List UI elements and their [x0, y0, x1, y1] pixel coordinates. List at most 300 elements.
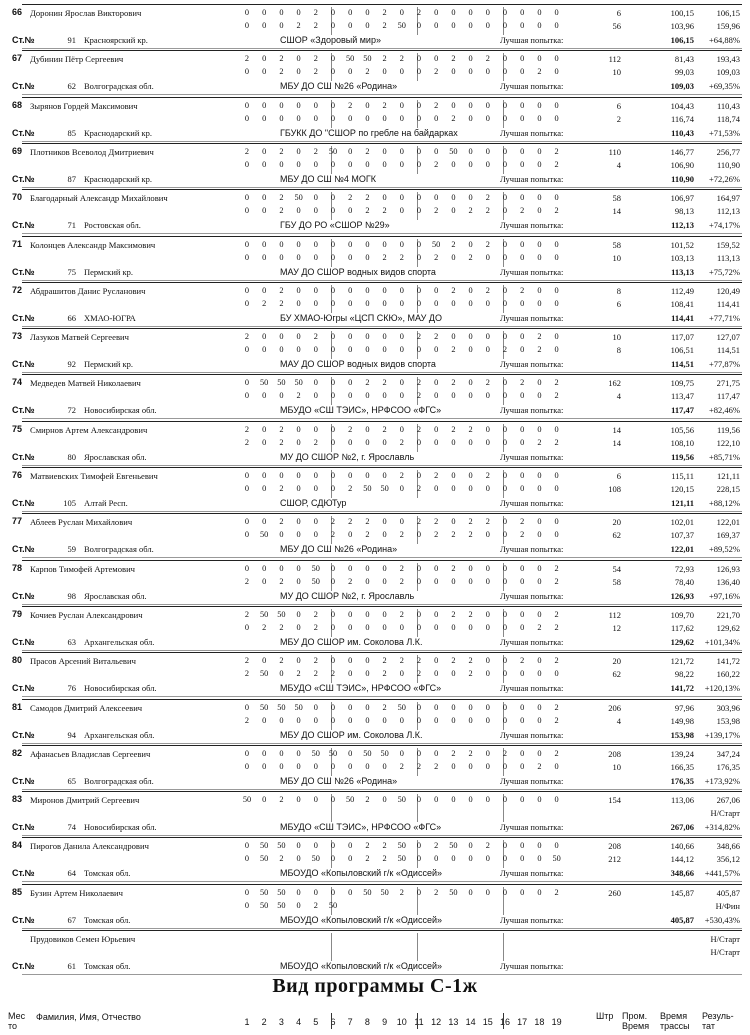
gate-penalty: 0 — [296, 761, 301, 771]
gate-penalty: 2 — [416, 669, 422, 679]
gate-penalty: 0 — [262, 563, 267, 573]
gate-penalty: 0 — [485, 113, 490, 123]
header-gate-number: 16 — [499, 1017, 510, 1027]
gate-penalty: 0 — [537, 669, 542, 679]
gate-penalty: 2 — [244, 609, 250, 619]
gate-penalty: 2 — [382, 424, 387, 434]
result-row — [0, 97, 750, 144]
start-number-label: Ст.№ — [12, 451, 35, 462]
gate-penalty: 0 — [244, 206, 250, 216]
gate-penalty: 0 — [520, 702, 525, 712]
row-footer-line — [22, 187, 742, 188]
gate-penalty: 0 — [244, 854, 250, 864]
row-separator — [22, 699, 742, 700]
course-time-run2: 98,13 — [674, 206, 694, 217]
gate-penalty: 0 — [416, 146, 422, 156]
gate-penalty: 0 — [434, 391, 439, 401]
gate-penalty: 0 — [399, 206, 404, 216]
result-run2: 114,41 — [716, 298, 740, 309]
gate-penalty: 0 — [502, 298, 508, 308]
header-gate-number: 3 — [278, 1017, 284, 1027]
gate-penalty: 0 — [520, 239, 525, 249]
course-time-run2: 107,37 — [670, 530, 694, 541]
gate-penalty: 0 — [468, 622, 473, 632]
percent-behind: +74,17% — [709, 220, 740, 231]
gate-penalty: 2 — [399, 530, 404, 540]
gate-penalty: 0 — [330, 471, 336, 480]
gate-penalty: 2 — [313, 8, 318, 17]
penalty-sum-run1: 58 — [612, 239, 621, 250]
gate-penalty: 0 — [382, 285, 387, 295]
gate-penalty: 0 — [451, 100, 456, 110]
gate-penalty: 0 — [296, 484, 301, 493]
start-number: 92 — [67, 359, 76, 370]
best-attempt-label: Лучшая попытка: — [500, 914, 564, 925]
gate-penalty: 0 — [537, 8, 542, 17]
gate-penalty: 0 — [485, 563, 490, 573]
gate-penalty: 0 — [279, 391, 284, 401]
result-run1: 159,52 — [716, 239, 740, 250]
gate-penalty: 2 — [468, 656, 473, 666]
best-attempt-value: 405,87 — [670, 914, 694, 925]
best-attempt-label: Лучшая попытка: — [500, 451, 564, 462]
gate-penalty: 50 — [363, 748, 372, 758]
gate-penalty: 2 — [399, 437, 404, 447]
gate-penalty: 0 — [296, 887, 301, 897]
gate-penalty: 0 — [313, 298, 318, 308]
course-time-run2: 144,12 — [670, 854, 694, 865]
gate-penalty: 0 — [296, 609, 301, 619]
result-run2: 160,22 — [716, 669, 740, 680]
gate-penalty: 0 — [313, 471, 318, 480]
gate-penalty: 0 — [537, 21, 542, 30]
start-number: 94 — [67, 729, 76, 740]
athlete-name: Матвиевских Тимофей Евгеньевич — [30, 471, 158, 481]
gate-penalty: 50 — [277, 887, 286, 897]
result-run1: 126,93 — [716, 563, 740, 574]
row-separator — [22, 467, 742, 468]
gate-penalty: 2 — [330, 669, 336, 679]
gate-penalty: 0 — [348, 669, 353, 679]
athlete-place: 81 — [12, 701, 23, 712]
gate-penalty: 0 — [537, 239, 542, 249]
result-row — [0, 930, 750, 977]
gate-penalty: 0 — [399, 424, 404, 434]
gate-penalty: 0 — [451, 761, 456, 771]
start-number-label: Ст.№ — [12, 775, 35, 786]
best-attempt-label: Лучшая попытка: — [500, 498, 564, 508]
gate-penalty: 0 — [262, 193, 267, 203]
gate-penalty: 0 — [262, 54, 267, 64]
gate-penalty: 0 — [399, 378, 404, 388]
result-run1: 303,96 — [716, 702, 740, 713]
row-footer-line — [22, 743, 742, 744]
gate-penalty: 50 — [260, 854, 269, 864]
gate-penalty: 0 — [348, 206, 353, 216]
gate-penalty: 50 — [449, 146, 458, 156]
result-row — [0, 884, 750, 931]
gate-penalty: 2 — [554, 576, 559, 586]
course-time-run2: 149,98 — [670, 715, 694, 726]
gate-penalty: 0 — [485, 576, 490, 586]
gate-penalty: 0 — [416, 206, 422, 216]
gate-penalty: 0 — [416, 795, 422, 805]
result-run1: 127,07 — [716, 332, 740, 343]
result-run1: 106,15 — [716, 8, 740, 18]
gate-penalty: 0 — [485, 669, 490, 679]
gate-penalty: 0 — [537, 517, 542, 527]
gate-penalty: 0 — [520, 471, 525, 480]
gate-penalty: 0 — [520, 887, 525, 897]
gate-penalty: 0 — [451, 622, 456, 632]
gate-penalty: 0 — [468, 854, 473, 864]
athlete-place: 68 — [12, 99, 23, 110]
result-row — [0, 513, 750, 560]
gate-penalty: 0 — [296, 206, 301, 216]
gate-penalty: 0 — [554, 285, 559, 295]
start-number-label: Ст.№ — [12, 544, 35, 555]
penalty-sum-run2: 212 — [608, 854, 621, 865]
start-number-label: Ст.№ — [12, 127, 35, 138]
gate-penalty: 0 — [365, 113, 370, 123]
best-attempt-value: 106,15 — [670, 35, 694, 45]
gate-penalty: 0 — [262, 391, 267, 401]
row-separator — [22, 282, 742, 283]
gate-penalty: 0 — [468, 563, 473, 573]
penalty-sum-run2: 56 — [612, 21, 621, 31]
gate-penalty: 0 — [451, 471, 456, 480]
gate-penalty: 2 — [365, 378, 370, 388]
gate-penalty: 0 — [244, 471, 250, 480]
gate-penalty: 0 — [262, 285, 267, 295]
gate-penalty: 0 — [416, 437, 422, 447]
athlete-name: Аблеев Руслан Михайлович — [30, 517, 133, 528]
gate-penalty: 0 — [330, 67, 336, 77]
gate-penalty: 0 — [365, 669, 370, 679]
gate-penalty: 2 — [279, 206, 284, 216]
athlete-club: МБОУДО «Копыловский г/к «Одиссей» — [280, 868, 442, 879]
gate-penalty: 0 — [554, 67, 559, 77]
gate-penalty: 0 — [451, 298, 456, 308]
gate-penalty: 0 — [330, 159, 336, 169]
penalty-sum-run2: 4 — [616, 715, 621, 726]
start-number: 91 — [67, 35, 76, 45]
athlete-region: Пермский кр. — [84, 359, 134, 370]
gate-penalty: 0 — [279, 159, 284, 169]
course-time-run2: 98,22 — [674, 669, 694, 680]
athlete-club: МБУ ДО СШОР им. Соколова Л.К. — [280, 636, 423, 647]
gate-penalty: 50 — [260, 609, 269, 619]
gate-penalty: 0 — [348, 437, 353, 447]
gate-penalty: 0 — [244, 761, 250, 771]
result-row — [0, 560, 750, 607]
best-attempt-value: 348,66 — [670, 868, 694, 879]
athlete-club: МБУ ДО СШ №26 «Родина» — [280, 544, 398, 555]
gate-penalty: 0 — [382, 622, 387, 632]
course-time-run1: 117,07 — [670, 332, 694, 343]
gate-penalty: 0 — [451, 391, 456, 401]
gate-penalty: 0 — [348, 113, 353, 123]
result-run2: 136,40 — [716, 576, 740, 587]
athlete-region: ХМАО-ЮГРА — [84, 312, 136, 323]
athlete-name: Доронин Ярослав Викторович — [30, 8, 142, 18]
gate-penalty: 0 — [365, 563, 370, 573]
best-attempt-label: Лучшая попытка: — [500, 266, 564, 277]
gate-penalty: 0 — [399, 748, 404, 758]
result-row — [0, 236, 750, 283]
gate-penalty: 2 — [244, 332, 250, 342]
gate-penalty: 0 — [502, 854, 508, 864]
gate-penalty: 0 — [313, 100, 318, 110]
gate-penalty: 0 — [554, 471, 559, 480]
best-attempt-value: 119,56 — [671, 451, 694, 462]
gate-penalty: 0 — [382, 609, 387, 619]
gate-penalty: 0 — [365, 345, 370, 355]
gate-penalty: 0 — [313, 484, 318, 493]
header-gate-number: 13 — [448, 1017, 459, 1027]
header-prom-time: Пром. Время — [622, 1011, 650, 1031]
gate-penalty: 2 — [520, 517, 525, 527]
course-time-run2: 120,15 — [670, 484, 694, 494]
gate-penalty: 0 — [537, 424, 542, 434]
gate-penalty: 2 — [244, 424, 250, 434]
result-run1: 271,75 — [716, 378, 740, 389]
best-attempt-label: Лучшая попытка: — [500, 775, 564, 786]
gate-penalty: 0 — [348, 471, 353, 480]
header-gate-number: 18 — [534, 1017, 545, 1027]
gate-penalty: 2 — [434, 841, 439, 851]
row-footer-line — [22, 789, 742, 790]
gate-penalty: 0 — [313, 391, 318, 401]
gate-penalty: 50 — [294, 193, 303, 203]
best-attempt-label: Лучшая попытка: — [500, 220, 564, 231]
penalty-sum-run1: 208 — [608, 841, 621, 852]
start-number: 98 — [67, 590, 76, 601]
gate-penalty: 0 — [416, 21, 422, 30]
gate-penalty: 0 — [416, 530, 422, 540]
result-row — [0, 467, 750, 514]
result-run1: 256,77 — [716, 146, 740, 157]
gate-penalty: 0 — [244, 530, 250, 540]
gate-penalty: 2 — [313, 332, 318, 342]
best-attempt-label: Лучшая попытка: — [500, 683, 564, 694]
result-row — [0, 837, 750, 884]
gate-penalty: 0 — [434, 609, 439, 619]
gate-penalty: 0 — [365, 424, 370, 434]
gate-penalty: 0 — [537, 113, 542, 123]
gate-penalty: 0 — [262, 761, 267, 771]
gate-penalty: 0 — [485, 67, 490, 77]
gate-penalty: 0 — [348, 702, 353, 712]
gate-penalty: 2 — [382, 100, 387, 110]
gate-penalty: 2 — [348, 100, 353, 110]
gate-penalty: 2 — [279, 67, 284, 77]
gate-penalty: 2 — [399, 656, 404, 666]
penalty-sum-run1: 20 — [612, 656, 621, 667]
gate-penalty: 2 — [296, 391, 301, 401]
athlete-place: 74 — [12, 377, 23, 388]
gate-penalty: 0 — [330, 391, 336, 401]
gate-penalty: 0 — [244, 193, 250, 203]
gate-penalty: 0 — [537, 146, 542, 156]
gate-penalty: 0 — [365, 656, 370, 666]
gate-penalty: 0 — [434, 54, 439, 64]
gate-penalty: 0 — [348, 609, 353, 619]
gate-penalty: 0 — [296, 332, 301, 342]
gate-penalty: 0 — [485, 609, 490, 619]
gate-penalty: 0 — [296, 67, 301, 77]
section-title: Вид программы С-1ж — [272, 975, 478, 997]
start-number-label: Ст.№ — [12, 266, 35, 277]
result-run2: Н/Старт — [710, 947, 740, 957]
start-number: 59 — [67, 544, 76, 555]
gate-penalty: 0 — [520, 748, 525, 758]
athlete-place: 66 — [12, 7, 23, 17]
gate-penalty: 2 — [382, 8, 387, 17]
course-time-run1: 97,96 — [674, 702, 694, 713]
course-time-run2: 108,10 — [670, 437, 694, 448]
gate-penalty: 2 — [262, 622, 267, 632]
course-time-run1: 140,66 — [670, 841, 694, 852]
athlete-region: Новосибирская обл. — [84, 683, 157, 694]
gate-penalty: 0 — [485, 391, 490, 401]
gate-penalty: 0 — [399, 298, 404, 308]
gate-penalty: 0 — [262, 517, 267, 527]
penalty-sum-run1: 54 — [612, 563, 621, 574]
header-gate-number: 5 — [313, 1017, 319, 1027]
gate-penalty: 2 — [313, 900, 318, 910]
athlete-club: МБУ ДО СШ №26 «Родина» — [280, 775, 398, 786]
gate-penalty: 0 — [365, 252, 370, 262]
gate-penalty: 0 — [330, 378, 336, 388]
gate-penalty: 0 — [502, 206, 508, 216]
percent-behind: +120,13% — [704, 683, 740, 694]
course-time-run1: 112,49 — [670, 285, 694, 296]
gate-penalty: 0 — [434, 437, 439, 447]
penalty-sum-run1: 206 — [608, 702, 621, 713]
gate-penalty: 2 — [416, 332, 422, 342]
gate-penalty: 2 — [296, 21, 301, 30]
gate-penalty: 0 — [502, 146, 508, 156]
gate-penalty: 0 — [382, 345, 387, 355]
gate-penalty: 0 — [296, 298, 301, 308]
best-attempt-value: 114,41 — [671, 312, 694, 323]
course-time-run1: 72,93 — [674, 563, 694, 574]
gate-penalty: 2 — [244, 146, 250, 156]
gate-penalty: 0 — [434, 702, 439, 712]
gate-penalty: 0 — [554, 113, 559, 123]
gate-penalty: 0 — [244, 67, 250, 77]
gate-penalty: 0 — [330, 563, 336, 573]
gate-penalty: 2 — [313, 21, 318, 30]
gate-penalty: 2 — [365, 146, 370, 156]
athlete-place: 69 — [12, 145, 23, 156]
gate-penalty: 0 — [262, 345, 267, 355]
header-gate-number: 1 — [244, 1017, 250, 1027]
gate-penalty: 0 — [313, 795, 318, 805]
gate-penalty: 0 — [348, 8, 353, 17]
gate-penalty: 2 — [554, 378, 559, 388]
gate-penalty: 2 — [554, 391, 559, 401]
gate-penalty: 0 — [296, 748, 301, 758]
gate-penalty: 0 — [451, 854, 456, 864]
gate-penalty: 0 — [244, 285, 250, 295]
gate-penalty: 0 — [382, 193, 387, 203]
percent-behind: +77,71% — [709, 312, 740, 323]
start-number-label: Ст.№ — [12, 914, 35, 925]
gate-penalty: 2 — [365, 854, 370, 864]
gate-penalty: 0 — [330, 285, 336, 295]
gate-penalty: 0 — [348, 530, 353, 540]
penalty-sum-run1: 6 — [616, 8, 621, 18]
header-gate-divider — [417, 1013, 418, 1029]
gate-penalty: 2 — [365, 795, 370, 805]
gate-penalty: 0 — [262, 21, 267, 30]
gate-penalty: 0 — [468, 193, 473, 203]
best-attempt-label: Лучшая попытка: — [500, 729, 564, 740]
row-footer-line — [22, 326, 742, 327]
gate-penalty: 0 — [537, 193, 542, 203]
gate-penalty: 0 — [330, 484, 336, 493]
course-time-run1: 115,11 — [671, 471, 694, 481]
athlete-name: Афанасьев Владислав Сергеевич — [30, 748, 151, 759]
athlete-region: Алтай Респ. — [84, 498, 128, 508]
gate-penalty: 0 — [451, 795, 456, 805]
penalty-sum-run2: 10 — [612, 761, 621, 772]
gate-penalty: 0 — [296, 159, 301, 169]
gate-penalty: 0 — [244, 702, 250, 712]
gate-penalty: 0 — [348, 239, 353, 249]
result-row — [0, 652, 750, 699]
gate-penalty: 0 — [554, 8, 559, 17]
best-attempt-label: Лучшая попытка: — [500, 81, 564, 92]
gate-penalty: 0 — [330, 854, 336, 864]
gate-penalty: 0 — [296, 900, 301, 910]
gate-penalty: 0 — [554, 54, 559, 64]
row-footer-line — [22, 696, 742, 697]
gate-penalty: 0 — [416, 67, 422, 77]
result-run1: 141,72 — [716, 656, 740, 667]
gate-penalty: 2 — [262, 298, 267, 308]
gate-penalty: 0 — [330, 887, 336, 897]
gate-penalty: 2 — [434, 159, 439, 169]
gate-penalty: 0 — [537, 795, 542, 805]
gate-penalty: 0 — [399, 391, 404, 401]
gate-penalty: 0 — [313, 530, 318, 540]
gate-penalty: 2 — [451, 285, 456, 295]
gate-penalty: 0 — [554, 484, 559, 493]
gate-penalty: 2 — [468, 748, 473, 758]
header-place: Мес то — [8, 1011, 26, 1031]
penalty-sum-run2: 14 — [612, 437, 621, 448]
start-number-label: Ст.№ — [12, 220, 35, 231]
percent-behind: +75,72% — [709, 266, 740, 277]
athlete-place: 79 — [12, 608, 23, 619]
gate-penalty: 0 — [348, 761, 353, 771]
result-run2: 109,03 — [716, 67, 740, 78]
gate-penalty: 0 — [502, 530, 508, 540]
gate-penalty: 0 — [416, 100, 422, 110]
gate-penalty: 0 — [416, 239, 422, 249]
result-run2: 228,15 — [716, 484, 740, 494]
start-number: 80 — [67, 451, 76, 462]
gate-penalty: 0 — [485, 530, 490, 540]
gate-penalty: 0 — [348, 563, 353, 573]
gate-penalty: 0 — [520, 8, 525, 17]
penalty-sum-run1: 10 — [612, 332, 621, 343]
gate-penalty: 2 — [451, 239, 456, 249]
athlete-club: ГБУКК ДО "СШОР по гребле на байдарках — [280, 127, 458, 138]
